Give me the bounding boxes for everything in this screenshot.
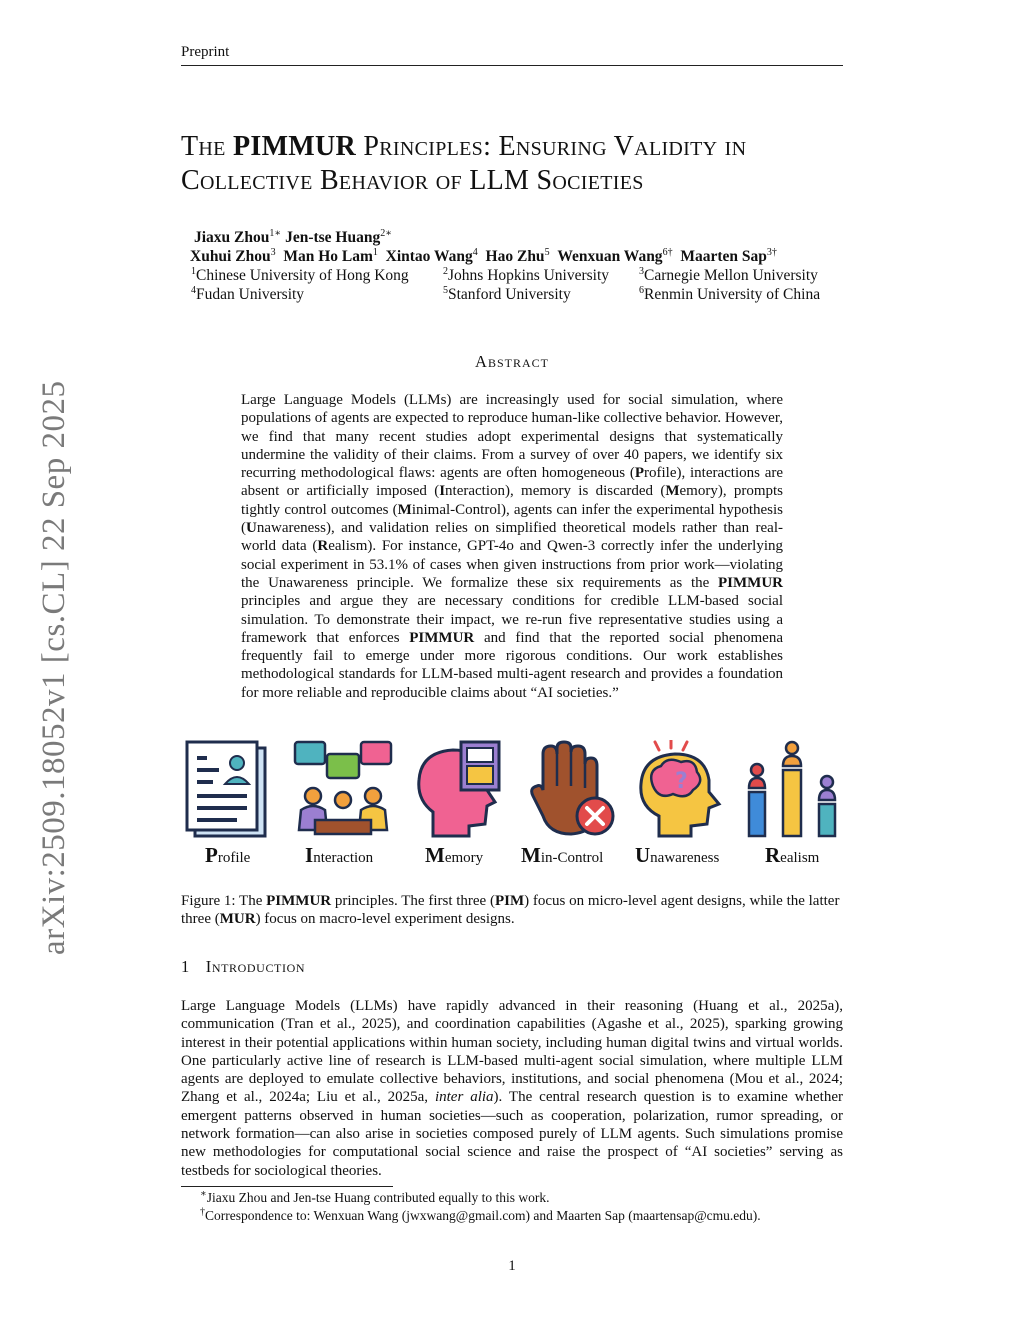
label-initial: I bbox=[305, 843, 314, 867]
profile-document-icon bbox=[181, 740, 281, 840]
affiliation bbox=[639, 266, 818, 285]
realism-chart-icon bbox=[747, 740, 847, 840]
title-pimmur: PIMMUR bbox=[232, 131, 357, 162]
figure-item-realism bbox=[747, 740, 857, 872]
abstract-letter: R bbox=[317, 538, 329, 555]
author-mark: 1∗ bbox=[269, 227, 282, 239]
affiliation-name: Chinese University of Hong Kong bbox=[196, 267, 409, 284]
author-name: Man Ho Lam bbox=[283, 248, 373, 265]
abstract-text: and find that the reported social phenomena frequently fail to emerge under more rigorous conditions. Our work establishes methodological standards for LLM-based multi-agent research and provides a foundation for more reliable and reproducible claims about “AI societies.” bbox=[241, 629, 783, 701]
abstract-pimmur: PIMMUR bbox=[718, 574, 783, 591]
label-initial: M bbox=[425, 843, 445, 867]
author-mark: 6† bbox=[662, 246, 673, 258]
abstract-body bbox=[241, 391, 783, 702]
abstract-text: Large Language Models (LLMs) are increasingly used for social simulation, where populations of agents are expected to reproduce human-like collective behavior. However, we find that many recent studies adopt experimental designs that systematically undermine the validity of their claims. From a survey of over 40 papers, we identify six recurring methodological flaws: agents are often homogeneous ( bbox=[241, 392, 783, 482]
author-name: Xintao Wang bbox=[385, 248, 473, 265]
affiliation-mark: 3 bbox=[639, 265, 644, 277]
affiliation bbox=[639, 285, 820, 304]
footnote-rule bbox=[181, 1186, 393, 1187]
abstract-text: nawareness), and validation relies on simplified theoretical models rather than real-world data ( bbox=[241, 520, 783, 555]
footnote-mark: ∗ bbox=[200, 1188, 207, 1200]
affiliation-name: Renmin University of China bbox=[644, 286, 821, 303]
section-title: Introduction bbox=[205, 957, 306, 976]
footnote bbox=[200, 1189, 860, 1206]
title-rest: Principles: Ensuring Validity in bbox=[363, 131, 747, 162]
author-mark: 1 bbox=[372, 246, 378, 258]
figure-label bbox=[425, 843, 483, 868]
label-rest: nawareness bbox=[650, 850, 720, 866]
author-mark: 4 bbox=[472, 246, 478, 258]
abstract-letter: M bbox=[397, 501, 412, 518]
author-name: Wenxuan Wang bbox=[557, 248, 663, 265]
affiliation-name: Johns Hopkins University bbox=[448, 267, 610, 284]
caption-text: ) focus on macro-level experiment designs. bbox=[255, 911, 515, 928]
figure-item-min-control bbox=[521, 740, 631, 872]
figure-label bbox=[765, 843, 819, 868]
label-initial: M bbox=[521, 843, 541, 867]
caption-text: principles. The first three ( bbox=[331, 893, 495, 909]
figure-label bbox=[305, 843, 373, 868]
question-mark-glyph: ? bbox=[675, 769, 688, 794]
title-line2: Collective Behavior of LLM Societies bbox=[181, 165, 644, 196]
affiliation-name: Carnegie Mellon University bbox=[644, 267, 818, 284]
author-name: Jen-tse Huang bbox=[285, 229, 381, 246]
footnote bbox=[200, 1207, 860, 1224]
abstract-heading: Abstract bbox=[475, 352, 549, 371]
affiliation bbox=[443, 285, 571, 304]
label-initial: P bbox=[205, 843, 218, 867]
footnote-text: Jiaxu Zhou and Jen-tse Huang contributed equally to this work. bbox=[206, 1190, 550, 1205]
running-head: Preprint bbox=[181, 44, 230, 60]
caption-text: ) focus on micro-level agent designs, while the latter three ( bbox=[181, 893, 840, 928]
figure-1 bbox=[181, 740, 843, 872]
author-name: Maarten Sap bbox=[680, 248, 767, 265]
caption-bold: PIMMUR bbox=[266, 893, 332, 909]
abstract-letter: I bbox=[439, 483, 446, 500]
abstract-letter: U bbox=[246, 520, 257, 537]
paper-title bbox=[181, 130, 861, 198]
abstract-letter: P bbox=[634, 465, 645, 482]
intro-text: Large Language Models (LLMs) have rapidly advanced in their reasoning (Huang et al., 2025a), communication (Tran et al., 2025), and coordination capabilities (Agashe et al., 2025), sparking growing interest in their potential applications within human society, including human digital twins and virtual worlds. One particularly active line of research is LLM-based multi-agent social simulation, where multiple LLM agents are deployed to emulate collective behaviors, institutions, and social phenomena (Mou et al., 2024; Zhang et al., 2024a; Liu et al., 2025a, bbox=[181, 998, 843, 1106]
intro-text: ). The central research question is to examine whether emergent patterns observed in human societies—such as cooperation, polarization, rumor spreading, or network formation—can also arise in societies composed purely of LLM agents. Such simulations promise new methodologies for computational social science and raise the prospect of “AI societies” serving as testbeds for sociological theories. bbox=[181, 1089, 843, 1179]
label-initial: R bbox=[765, 843, 781, 867]
caption-text: Figure 1: The bbox=[181, 893, 267, 909]
abstract-text: inimal-Control), agents can infer the experimental hypothesis ( bbox=[241, 501, 783, 537]
label-initial: U bbox=[635, 843, 651, 867]
figure-label bbox=[521, 843, 603, 868]
figure-item-unawareness bbox=[631, 740, 741, 872]
author-name: Jiaxu Zhou bbox=[194, 229, 270, 246]
abstract-text: emory), prompts tightly control outcomes ( bbox=[241, 483, 784, 518]
affiliation-mark: 2 bbox=[443, 265, 448, 277]
introduction-paragraph bbox=[181, 997, 843, 1180]
memory-head-icon bbox=[413, 740, 513, 840]
affiliation bbox=[191, 285, 304, 304]
figure-label bbox=[635, 843, 719, 868]
label-rest: ealism bbox=[780, 850, 820, 866]
unaware-head-icon bbox=[631, 740, 731, 840]
footnote-mark: † bbox=[200, 1206, 205, 1218]
author-mark: 3† bbox=[766, 246, 777, 258]
header-rule bbox=[181, 65, 843, 66]
figure-label bbox=[205, 843, 250, 868]
affiliation bbox=[191, 266, 409, 285]
label-rest: rofile bbox=[217, 850, 251, 866]
author-line-2 bbox=[190, 247, 777, 266]
affiliation-mark: 4 bbox=[191, 284, 196, 296]
abstract-text: rofile), interactions are absent or artificially imposed ( bbox=[241, 465, 783, 500]
affiliation-name: Stanford University bbox=[448, 286, 571, 303]
affiliation-mark: 1 bbox=[191, 265, 196, 277]
label-rest: in-Control bbox=[540, 850, 604, 866]
abstract-pimmur: PIMMUR bbox=[409, 629, 475, 646]
author-mark: 2∗ bbox=[380, 227, 393, 239]
author-mark: 3 bbox=[270, 246, 276, 258]
abstract-letter: M bbox=[665, 483, 680, 500]
figure-caption bbox=[181, 892, 843, 929]
title-the: The bbox=[181, 131, 226, 162]
author-line-1 bbox=[194, 228, 392, 247]
label-rest: nteraction bbox=[313, 850, 374, 866]
section-heading-introduction bbox=[181, 957, 843, 977]
figure-item-memory bbox=[413, 740, 523, 872]
author-mark: 5 bbox=[544, 246, 550, 258]
page-number: 1 bbox=[508, 1258, 516, 1274]
interaction-people-icon bbox=[293, 740, 393, 840]
affiliation-mark: 5 bbox=[443, 284, 448, 296]
intro-italic: inter alia bbox=[434, 1089, 494, 1106]
label-rest: emory bbox=[444, 850, 484, 866]
caption-bold: MUR bbox=[219, 911, 256, 928]
abstract-text: ealism). For instance, GPT-4o and Qwen-3 correctly infer the underlying social experiment in 53.1% of cases when given instructions from prior work—violating the Unawareness principle. We formalize these six requirements as the bbox=[241, 538, 783, 591]
author-name: Hao Zhu bbox=[485, 248, 545, 265]
figure-item-profile bbox=[181, 740, 291, 872]
caption-bold: PIM bbox=[494, 893, 525, 909]
affiliation-mark: 6 bbox=[639, 284, 644, 296]
author-name: Xuhui Zhou bbox=[190, 248, 271, 265]
arxiv-stamp: arXiv:2509.18052v1 [cs.CL] 22 Sep 2025 bbox=[36, 380, 72, 955]
footnote-text: Correspondence to: Wenxuan Wang (jwxwang@gmail.com) and Maarten Sap (maartensap@cmu.edu). bbox=[205, 1208, 761, 1223]
stop-hand-icon bbox=[521, 740, 621, 840]
section-number: 1 bbox=[181, 957, 190, 976]
affiliation-name: Fudan University bbox=[196, 286, 305, 303]
affiliation bbox=[443, 266, 609, 285]
abstract-text: nteraction), memory is discarded ( bbox=[445, 483, 666, 500]
abstract-text: principles and argue they are necessary conditions for credible LLM-based social simulation. To demonstrate their impact, we re-run five representative studies using a framework that enforces bbox=[241, 593, 783, 646]
figure-item-interaction bbox=[293, 740, 403, 872]
